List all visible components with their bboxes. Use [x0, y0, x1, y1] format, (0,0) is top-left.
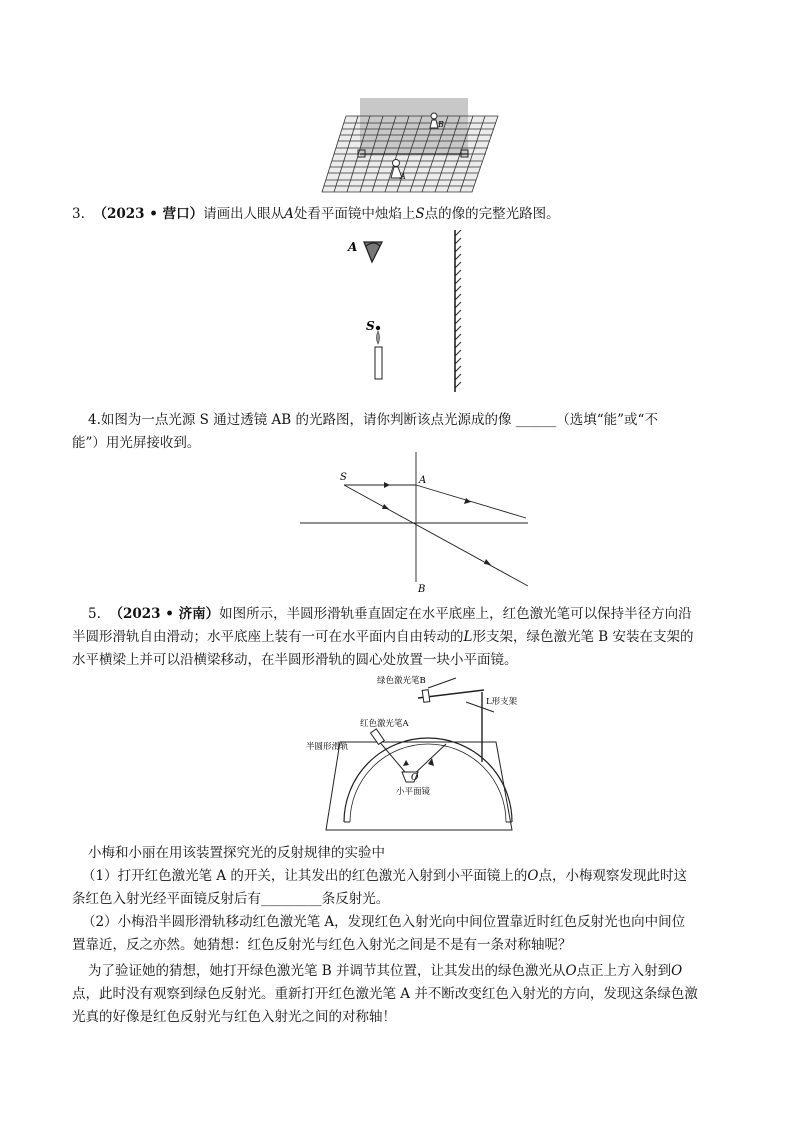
- label-l-bracket: L形支架: [486, 697, 518, 707]
- svg-text:A: A: [400, 172, 406, 181]
- mirror-grid-figure: [320, 96, 510, 196]
- reflected-arrow: [428, 758, 434, 766]
- q4-line-2: 能”）用光屏接收到。: [72, 435, 201, 451]
- q3-point-s: S: [415, 206, 425, 222]
- q5-p1-text-b: 点，小梅观察发现此时这: [538, 868, 687, 884]
- q5-apparatus-figure: [290, 670, 520, 838]
- ray-arrows: [382, 482, 491, 565]
- q5-p3-point-o: O: [565, 963, 577, 979]
- q3-text-c: 点的像的完整光路图。: [424, 206, 560, 222]
- q3-point-a: A: [284, 206, 294, 222]
- q5-line-1: [88, 603, 692, 625]
- q3-fig-label-s: S: [366, 319, 375, 333]
- svg-text:B: B: [438, 120, 444, 129]
- q5-part1-line-1: [82, 865, 687, 887]
- q4-lens-figure: [296, 452, 536, 594]
- q5-part3-line-1: [88, 960, 682, 982]
- ray-through-center: [344, 485, 528, 586]
- q5-part2-line-1: （2）小梅沿半圆形滑轨移动红色激光笔 A，发现红色入射光向中间位置靠近时红色反射光也向中间位: [82, 914, 686, 930]
- q5-part3-line-3: 光真的好像是红色反射光与红色入射光之间的对称轴！: [72, 1009, 396, 1025]
- green-laser-pen-b: [422, 690, 430, 703]
- plane-mirror: [455, 230, 461, 392]
- semicircular-rail: [344, 738, 512, 822]
- q5-source-tag: （2023 • 济南）: [109, 606, 220, 622]
- q3-figure: [340, 226, 480, 396]
- label-point-o: O: [411, 773, 419, 783]
- label-mirror: 小平面镜: [396, 787, 431, 797]
- q5-p3-text-a: 为了验证她的猜想，她打开绿色激光笔 B 并调节其位置，让其发出的绿色激光从: [88, 963, 566, 979]
- q5-p1-text-a: （1）打开红色激光笔 A 的开关，让其发出的红色激光入射到小平面镜上的: [82, 868, 528, 884]
- label-rail: 半圆形滑轨: [306, 742, 349, 752]
- eye-icon: [364, 242, 382, 262]
- q5-p3-point-o-2: O: [671, 963, 683, 979]
- flame-point-s: [376, 326, 380, 330]
- q3-line: [72, 203, 560, 225]
- label-red-pen: 红色激光笔A: [360, 719, 409, 729]
- q3-text-b: 处看平面镜中烛焰上: [293, 206, 416, 222]
- q5-text-1: 如图所示，半圆形滑轨垂直固定在水平底座上，红色激光笔可以保持半径方向沿: [219, 606, 692, 622]
- q5-text-2a: 半圆形滑轨自由滑动；水平底座上装有一可在水平面内自由转动的: [72, 629, 464, 645]
- label-green-pen: 绿色激光笔B: [377, 676, 426, 686]
- ray-refracted: [416, 485, 526, 518]
- q3-text-a: 请画出人眼从: [203, 206, 285, 222]
- q5-line-3: 水平横梁上并可以沿横梁移动，在半圆形滑轨的圆心处放置一块小平面镜。: [72, 652, 518, 668]
- base-board: [326, 742, 512, 830]
- candle-icon: [375, 331, 382, 379]
- q5-intro: 小梅和小丽在用该装置探究光的反射规律的实验中: [88, 845, 385, 861]
- q5-p1-point-o: O: [527, 868, 539, 884]
- q4-fig-label-a: A: [419, 475, 427, 486]
- q5-p3-text-b: 点正上方入射到: [576, 963, 672, 979]
- q3-source-tag: （2023 • 营口）: [93, 206, 204, 222]
- q5-line-2: [72, 626, 693, 648]
- q3-fig-label-a: A: [348, 240, 358, 254]
- q5-part3-line-2: 点，此时没有观察到绿色反射光。重新打开红色激光笔 A 并不断改变红色入射光的方向，发现这条绿色激: [72, 986, 698, 1002]
- q4-line-1: 4.如图为一点光源 S 通过透镜 AB 的光路图，请你判断该点光源成的像 ______（选填“能”或“不: [88, 412, 658, 428]
- incident-arrow: [403, 760, 409, 766]
- q4-fig-label-b: B: [418, 584, 426, 594]
- q5-part2-line-2: 置靠近，反之亦然。她猜想：红色反射光与红色入射光之间是不是有一条对称轴呢？: [72, 937, 572, 953]
- q3-number: 3.: [72, 206, 85, 222]
- q5-text-2-l: L: [463, 629, 473, 645]
- q5-part1-line-2: 条红色入射光经平面镜反射后有_________条反射光。: [72, 891, 390, 907]
- q5-text-2b: 形支架，绿色激光笔 B 安装在支架的: [472, 629, 694, 645]
- q5-number: 5.: [88, 606, 101, 622]
- q4-fig-label-s: S: [340, 472, 347, 483]
